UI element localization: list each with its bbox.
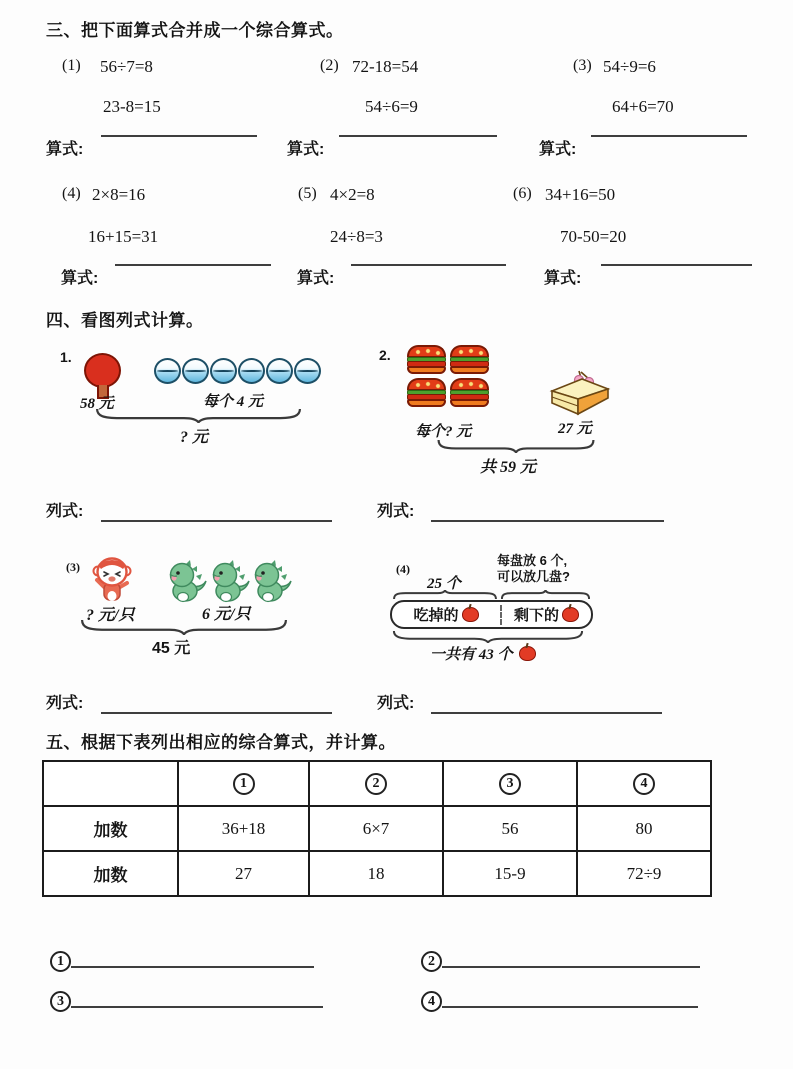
problem-equation: 56÷7=8 <box>100 57 153 76</box>
table-corner-cell <box>43 761 178 806</box>
answer-circle-number: 1 <box>50 951 71 972</box>
table-header-cell: 2 <box>309 761 443 806</box>
answer-blank-line <box>591 135 747 137</box>
answer-blank-line <box>101 135 257 137</box>
hamburger-icon <box>407 345 446 375</box>
figure4-left-count: 25 个 <box>427 576 461 592</box>
dino-price: 6 元/只 <box>202 606 251 623</box>
table-cell: 27 <box>178 851 309 896</box>
answer-blank-line <box>601 264 752 266</box>
cake-price: 27 元 <box>558 421 592 437</box>
table-cell: 80 <box>577 806 711 851</box>
table-cell: 6×7 <box>309 806 443 851</box>
table-cell: 18 <box>309 851 443 896</box>
answer-blank-label: 算式: <box>544 270 582 287</box>
underbrace <box>392 631 584 643</box>
problem-equation: 16+15=31 <box>88 227 159 246</box>
figure3-number: (3) <box>66 560 80 574</box>
table-cell: 36+18 <box>178 806 309 851</box>
answer-blank-line <box>101 520 332 522</box>
answer-line <box>442 1006 698 1008</box>
answer-blank-label: 列式: <box>46 503 84 520</box>
overbrace <box>393 590 497 599</box>
problem-equation: 54÷9=6 <box>603 57 656 76</box>
box-right-label: 剩下的 <box>513 607 559 624</box>
table-cell: 56 <box>443 806 577 851</box>
monkey-price: ? 元/只 <box>86 607 135 624</box>
problem-equation: 4×2=8 <box>330 185 375 204</box>
ball-icon <box>182 358 209 384</box>
answer-blank-line <box>431 520 664 522</box>
hamburger-icon <box>450 345 489 375</box>
answer-blank-line <box>339 135 497 137</box>
problem-number: (4) <box>62 185 81 202</box>
section3-title: 三、把下面算式合并成一个综合算式。 <box>46 21 344 40</box>
figure4-total: 一共有 43 个 <box>430 647 513 663</box>
dinosaur-icon <box>167 560 207 604</box>
answer-blank-label: 列式: <box>46 695 84 712</box>
hamburgers-group <box>407 345 489 408</box>
answer-line <box>71 966 314 968</box>
table-header-cell: 4 <box>577 761 711 806</box>
answer-line <box>442 966 700 968</box>
cake-slice-icon <box>549 368 611 418</box>
figure2-number: 2. <box>379 347 391 363</box>
answer-blank-line <box>115 264 271 266</box>
ball-icon <box>266 358 293 384</box>
problem-equation: 64+6=70 <box>612 97 674 116</box>
table-row-label: 加数 <box>43 851 178 896</box>
problem-equation: 2×8=16 <box>92 185 146 204</box>
section5-title: 五、根据下表列出相应的综合算式，并计算。 <box>46 733 396 752</box>
answer-blank-label: 算式: <box>61 270 99 287</box>
problem-equation: 54÷6=9 <box>365 97 418 116</box>
figure4-number: (4) <box>396 562 410 576</box>
problem-number: (1) <box>62 57 81 74</box>
problem-equation: 72-18=54 <box>352 57 419 76</box>
problem-equation: 34+16=50 <box>545 185 616 204</box>
problem-number: (3) <box>573 57 592 74</box>
figure2-total: 共 59 元 <box>480 459 537 476</box>
answer-blank-label: 算式: <box>46 141 84 158</box>
answer-line <box>71 1006 323 1008</box>
hamburger-icon <box>407 378 446 408</box>
underbrace <box>95 409 302 423</box>
answer-blank-label: 算式: <box>287 141 325 158</box>
dinosaur-icon <box>210 560 250 604</box>
ball-unit-price: 每个 4 元 <box>203 394 264 410</box>
hamburger-icon <box>450 378 489 408</box>
answer-circle-number: 3 <box>50 991 71 1012</box>
answer-blank-label: 算式: <box>297 270 335 287</box>
figure4-question-line2: 可以放几盘? <box>497 569 570 584</box>
ball-icon <box>154 358 181 384</box>
problem-number: (6) <box>513 185 532 202</box>
apple-icon <box>462 607 479 622</box>
answer-blank-label: 算式: <box>539 141 577 158</box>
section4-title: 四、看图列式计算。 <box>46 311 204 330</box>
table-cell: 72÷9 <box>577 851 711 896</box>
problem-number: (5) <box>298 185 317 202</box>
answer-blank-label: 列式: <box>377 503 415 520</box>
table-row-label: 加数 <box>43 806 178 851</box>
underbrace <box>437 440 595 453</box>
problem-equation: 70-50=20 <box>560 227 627 246</box>
burger-unit-price: 每个? 元 <box>415 424 472 440</box>
answer-blank-line <box>101 712 332 714</box>
apple-icon <box>562 607 579 622</box>
apples-box <box>390 600 593 629</box>
answer-blank-line <box>351 264 506 266</box>
answer-blank-line <box>431 712 662 714</box>
figure4-question-line1: 每盘放 6 个, <box>497 553 568 568</box>
problem-equation: 23-8=15 <box>103 97 161 116</box>
table-header-cell: 1 <box>178 761 309 806</box>
ball-icon <box>238 358 265 384</box>
figure3-total: 45 元 <box>152 640 191 657</box>
apple-icon <box>519 646 536 661</box>
figure1-number: 1. <box>60 349 72 365</box>
problem-equation: 24÷8=3 <box>330 227 383 246</box>
answer-circle-number: 2 <box>421 951 442 972</box>
paddle-price: 58 元 <box>80 396 114 412</box>
addends-table <box>42 760 712 897</box>
problem-number: (2) <box>320 57 339 74</box>
table-header-cell: 3 <box>443 761 577 806</box>
figure1-total: ? 元 <box>180 429 209 446</box>
monkey-icon <box>90 554 134 604</box>
answer-circle-number: 4 <box>421 991 442 1012</box>
answer-blank-label: 列式: <box>377 695 415 712</box>
box-left-label: 吃掉的 <box>413 607 459 624</box>
ball-icon <box>294 358 321 384</box>
overbrace <box>501 590 590 599</box>
table-cell: 15-9 <box>443 851 577 896</box>
underbrace <box>80 620 288 635</box>
ball-icon <box>210 358 237 384</box>
dinosaur-icon <box>252 560 292 604</box>
pingpong-balls-row <box>154 358 321 384</box>
